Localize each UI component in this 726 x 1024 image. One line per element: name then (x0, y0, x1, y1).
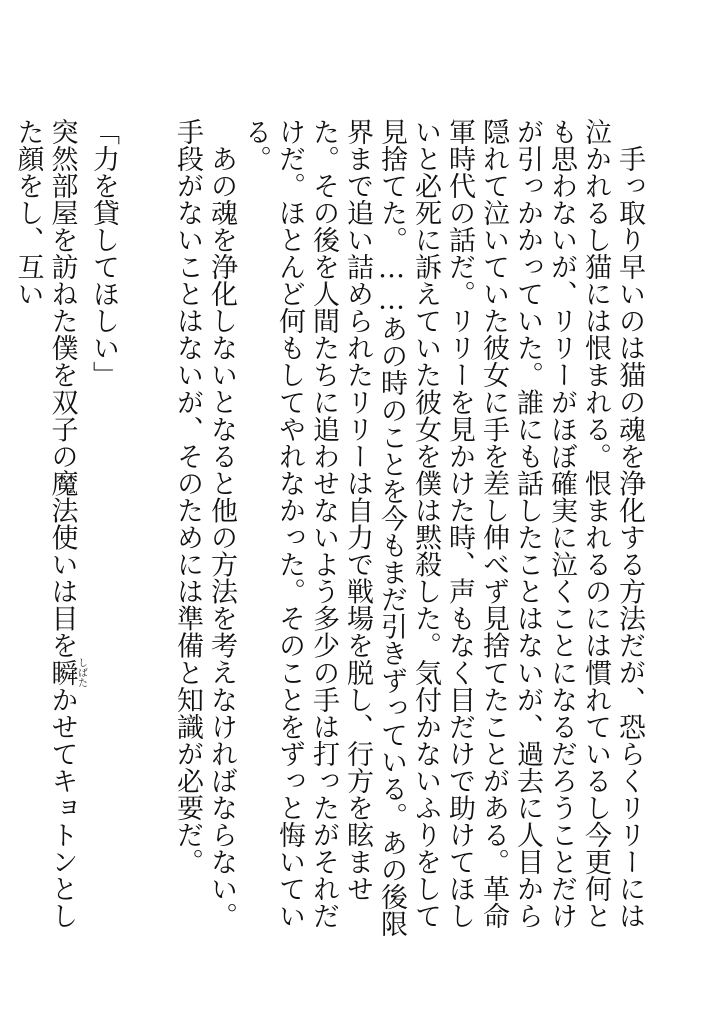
ruby-word (46, 657, 87, 688)
vertical-text-block (11, 118, 647, 948)
dialogue-line: 「力を貸してほしい」 (88, 118, 119, 389)
ruby-base: 瞬 (46, 657, 78, 688)
narration-before: 突然部屋を訪ねた僕を双子の魔法使いは目を (46, 118, 78, 659)
ruby-reading: しばた (75, 657, 87, 688)
narration-after: かせてキョトンとした顔をし、互い (12, 118, 78, 930)
paragraph-cat-soul: 手っ取り早いのは猫の魂を浄化する方法だが、恐らくリリーには泣かれるし猫には恨まれる。恨まれるのには慣れているし今更何とも思わないが、リリーがほぼ確実に泣くことになるだろうことだけが引っかかっていた。誰にも話したことはないが、過去に人目から隠れて泣いていた彼女に手を差し伸べず見捨てたことがある。革命軍時代の話だ。リリーを見かけた時、声もなく目だけで助けてほしいと必死に訴えていた彼女を僕は黙殺した。気付かないふりをして見捨てた。……あの時のことを今もまだ引きずっている。あの後限界まで追い詰められたリリーは自力で戦場を脱し、行方を眩ませた。その後を人間たちに追わせないよう多少の手は打ったがそれだけだ。ほとんど何もしてやれなかった。そのことをずっと悔いている。 (240, 118, 645, 938)
paragraph-purify: あの魂を浄化しないとなると他の方法を考えなければならない。手段がないことはないが、そのためには準備と知識が必要だ。 (172, 118, 237, 930)
narration-paragraph (11, 118, 87, 948)
scene-gap (120, 118, 170, 119)
